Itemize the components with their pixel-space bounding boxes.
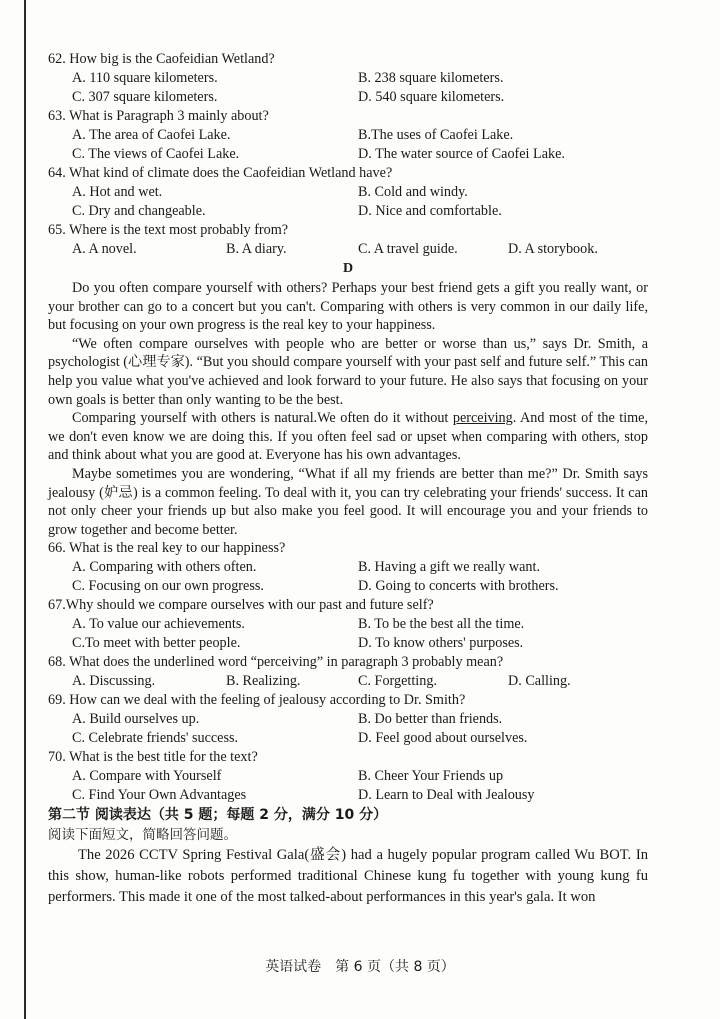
question-65: 65. Where is the text most probably from? — [48, 222, 289, 238]
passage-d-heading: D — [342, 261, 354, 276]
question-67-options-row-1 — [48, 615, 648, 634]
question-69-options-row-2 — [48, 729, 648, 748]
option-66-a[interactable]: A. Comparing with others often. — [72, 559, 257, 576]
option-69-c[interactable]: C. Celebrate friends' success. — [72, 730, 239, 747]
passage-d-paragraph-4: Maybe sometimes you are wondering, “What if all my friends are better than me?” Dr. Smith says jealousy (妒忌) is a common feeling. To deal with it, you can try celebrating your friends' success. It can not only cheer your friends up but also make you feel good. It will encourage you and your friends to grow together and become better. — [48, 465, 648, 538]
option-70-c[interactable]: C. Find Your Own Advantages — [72, 787, 247, 804]
exam-page — [48, 50, 648, 908]
passage-d-paragraph-1: Do you often compare yourself with others? Perhaps your best friend gets a gift you really want, or your brother can go to a concert but you can't. Comparing with others is very common in our daily life, but focusing on your own progress is the real key to your happiness. — [48, 280, 648, 334]
section-2-paragraph-1: The 2026 CCTV Spring Festival Gala(盛会) had a hugely popular program called Wu BOT. In this show, human-like robots performed traditional Chinese kung fu together with young kung fu performers. This made it one of the most talked-about performances in this year's gala. It won — [48, 847, 648, 906]
question-65-options — [48, 240, 648, 259]
option-68-c[interactable]: C. Forgetting. — [358, 673, 437, 690]
option-67-c[interactable]: C.To meet with better people. — [72, 635, 241, 652]
option-70-a[interactable]: A. Compare with Yourself — [72, 768, 222, 785]
option-66-b[interactable]: B. Having a gift we really want. — [358, 559, 541, 576]
question-70-options-row-1 — [48, 767, 648, 786]
question-69-options-row-1 — [48, 710, 648, 729]
underlined-word-perceiving: perceiving — [452, 410, 513, 427]
option-65-b[interactable]: B. A diary. — [226, 241, 287, 257]
option-63-a[interactable]: A. The area of Caofei Lake. — [72, 127, 231, 143]
option-62-b[interactable]: B. 238 square kilometers. — [358, 70, 504, 86]
option-67-d[interactable]: D. To know others' purposes. — [358, 635, 524, 652]
option-62-a[interactable]: A. 110 square kilometers. — [72, 70, 218, 86]
question-62-options-row-2 — [48, 88, 648, 107]
question-66: 66. What is the real key to our happiness? — [48, 540, 286, 557]
question-69: 69. How can we deal with the feeling of jealousy according to Dr. Smith? — [48, 692, 466, 709]
option-62-c[interactable]: C. 307 square kilometers. — [72, 89, 218, 105]
option-63-d[interactable]: D. The water source of Caofei Lake. — [358, 146, 565, 162]
option-69-b[interactable]: B. Do better than friends. — [358, 711, 503, 728]
paragraph-3-text-start: Comparing yourself with others is natural.We often do it without — [72, 410, 453, 427]
page-footer: 英语试卷 第 6 页（共 8 页） — [265, 959, 455, 975]
question-70-options-row-2 — [48, 786, 648, 805]
option-67-a[interactable]: A. To value our achievements. — [72, 616, 245, 633]
option-65-c[interactable]: C. A travel guide. — [358, 241, 458, 257]
question-68: 68. What does the underlined word “perceiving” in paragraph 3 probably mean? — [48, 654, 504, 671]
question-64-options-row-1 — [48, 183, 648, 202]
option-66-c[interactable]: C. Focusing on our own progress. — [72, 578, 264, 595]
option-69-a[interactable]: A. Build ourselves up. — [72, 711, 200, 728]
option-68-b[interactable]: B. Realizing. — [226, 673, 301, 690]
paragraph-3-text-end: . And most of the time, we don't even know we are doing this. If you often feel sad or upset when comparing with others, stop and think about what you are good at. Everyone has his own advantages. — [48, 410, 649, 464]
section-2-title: 第二节 阅读表达（共 5 题；每题 2 分，满分 10 分） — [48, 807, 388, 824]
option-65-d[interactable]: D. A storybook. — [508, 241, 598, 257]
option-70-b[interactable]: B. Cheer Your Friends up — [358, 768, 504, 785]
option-70-d[interactable]: D. Learn to Deal with Jealousy — [358, 787, 535, 804]
option-68-d[interactable]: D. Calling. — [508, 673, 571, 690]
option-63-c[interactable]: C. The views of Caofei Lake. — [72, 146, 240, 162]
section-2-instruction: 阅读下面短文，简略回答问题。 — [48, 827, 237, 844]
option-68-a[interactable]: A. Discussing. — [72, 673, 156, 690]
option-69-d[interactable]: D. Feel good about ourselves. — [358, 730, 528, 747]
question-66-options-row-2 — [48, 577, 648, 596]
option-64-c[interactable]: C. Dry and changeable. — [72, 203, 206, 219]
question-66-options-row-1 — [48, 558, 648, 577]
question-64-options-row-2 — [48, 202, 648, 221]
option-64-d[interactable]: D. Nice and comfortable. — [358, 203, 502, 219]
option-67-b[interactable]: B. To be the best all the time. — [358, 616, 525, 633]
question-67-options-row-2 — [48, 634, 648, 653]
option-63-b[interactable]: B.The uses of Caofei Lake. — [358, 127, 514, 143]
option-65-a[interactable]: A. A novel. — [72, 241, 137, 257]
option-66-d[interactable]: D. Going to concerts with brothers. — [358, 578, 559, 595]
question-64: 64. What kind of climate does the Caofeidian Wetland have? — [48, 165, 393, 181]
question-63-options-row-2 — [48, 145, 648, 164]
option-62-d[interactable]: D. 540 square kilometers. — [358, 89, 505, 105]
option-64-a[interactable]: A. Hot and wet. — [72, 184, 163, 200]
question-68-options — [48, 672, 648, 691]
question-63: 63. What is Paragraph 3 mainly about? — [48, 108, 269, 124]
passage-d-paragraph-3 — [48, 409, 648, 465]
question-62-options-row-1 — [48, 69, 648, 88]
option-64-b[interactable]: B. Cold and windy. — [358, 184, 468, 200]
passage-d-paragraph-2: “We often compare ourselves with people who are better or worse than us,” says Dr. Smith, a psychologist (心理专家). “But you should compare yourself with your past self and future self.” This can help you value what you've achieved and look forward to your future. He also says that focusing on your own goals is better than only wanting to be the best. — [48, 335, 648, 408]
question-62: 62. How big is the Caofeidian Wetland? — [48, 51, 275, 67]
question-63-options-row-1 — [48, 126, 648, 145]
binding-margin-line — [24, 0, 26, 1019]
question-70: 70. What is the best title for the text? — [48, 749, 258, 766]
question-67: 67.Why should we compare ourselves with our past and future self? — [48, 597, 434, 614]
